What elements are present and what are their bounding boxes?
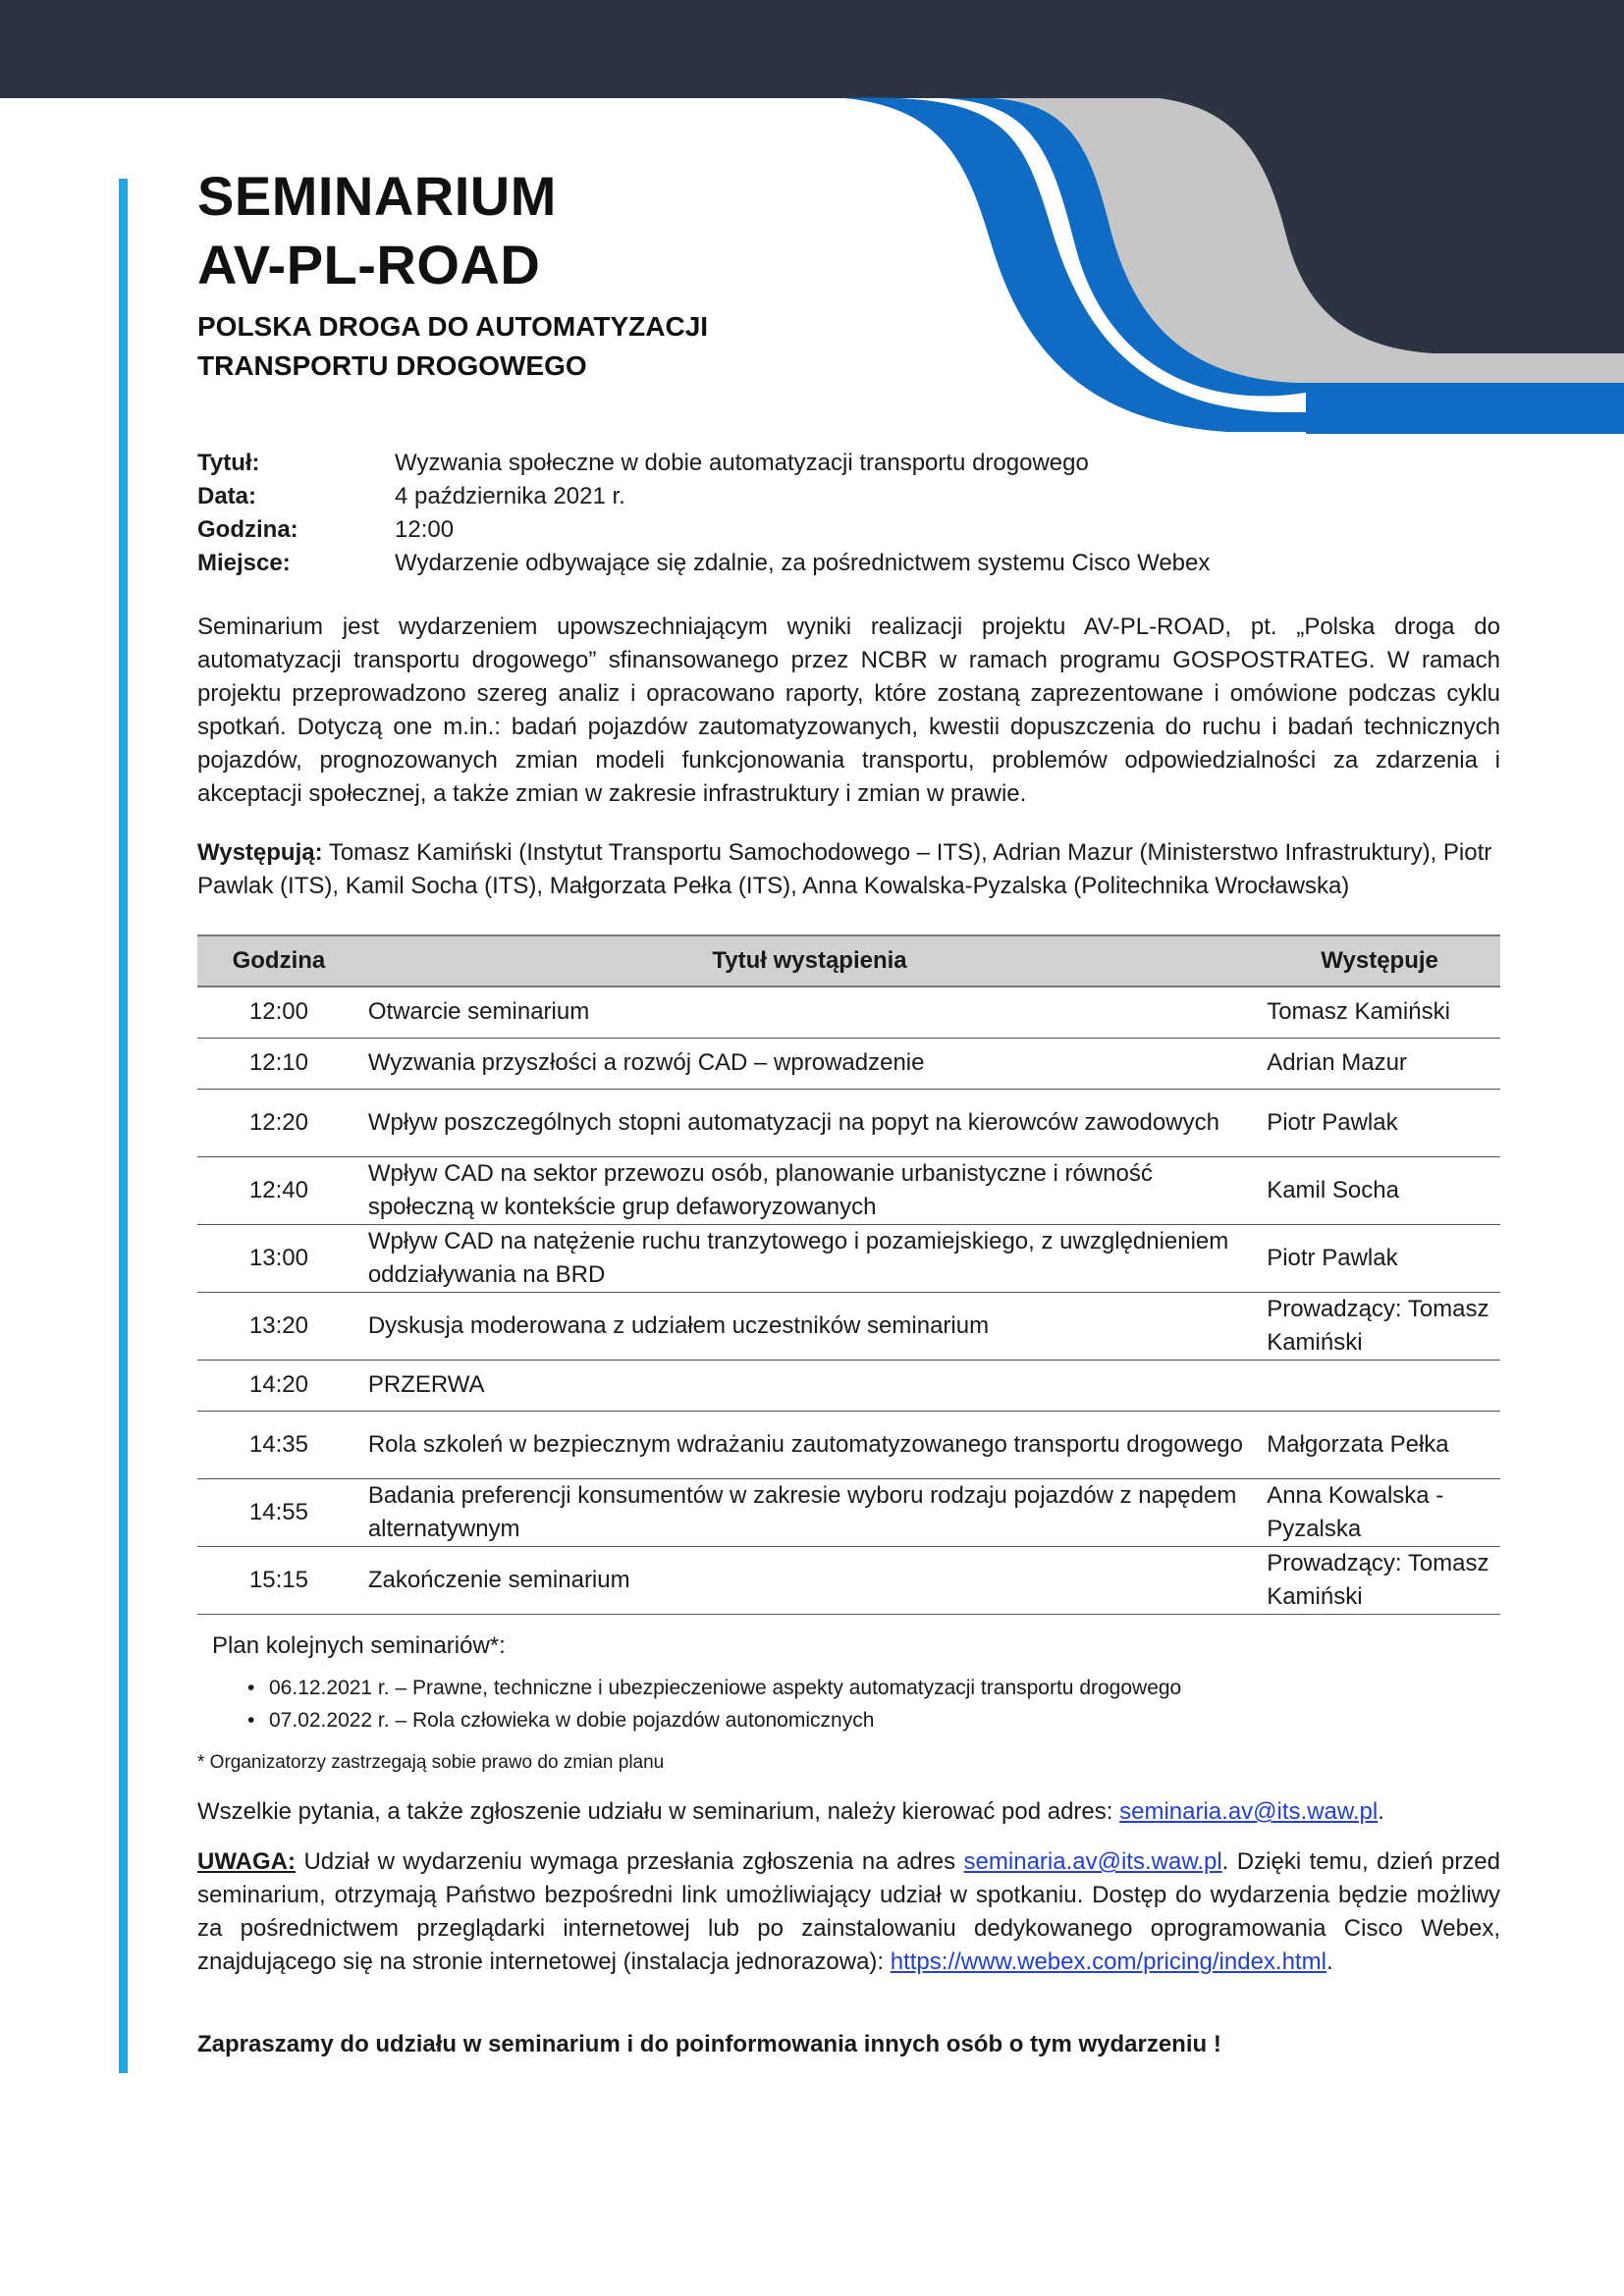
table-row xyxy=(197,1038,1500,1089)
notice-part2: . Dzięki temu, dzień przed seminarium, otrzymają Państwo bezpośredni link umożliwiający udział w spotkaniu. Dostęp do wydarzenia będzie możliwy za pośrednictwem przeglądarki internetowej lub po zainstalowaniu dedykowanego oprogramowania Cisco Webex, znajdującego się na stronie internetowej (instalacja jednorazowa): xyxy=(197,1848,1501,1975)
page-subtitle-line2: TRANSPORTU DROGOWEGO xyxy=(197,350,587,381)
agenda-title: Badania preferencji konsumentów w zakresie wyboru rodzaju pojazdów z napędem alternatywnym xyxy=(360,1478,1259,1546)
notice-part1: Udział w wydarzeniu wymaga przesłania zgłoszenia na adres xyxy=(295,1848,964,1875)
meta-title-label: Tytuł: xyxy=(197,450,260,476)
meta-time-label: Godzina: xyxy=(197,516,298,543)
meta-place-row xyxy=(197,547,1210,580)
notice-paragraph xyxy=(197,1845,1500,1979)
agenda-title: Rola szkoleń w bezpiecznym wdrażaniu zautomatyzowanego transportu drogowego xyxy=(360,1411,1259,1478)
speakers-label: Występują: xyxy=(197,839,323,866)
table-row xyxy=(197,1478,1500,1546)
agenda-header-speaker: Występuje xyxy=(1259,935,1500,987)
agenda-title: Dyskusja moderowana z udziałem uczestników seminarium xyxy=(360,1292,1259,1360)
agenda-title: Otwarcie seminarium xyxy=(360,987,1259,1038)
meta-title-row xyxy=(197,447,1210,480)
intro-paragraph: Seminarium jest wydarzeniem upowszechniającym wyniki realizacji projektu AV-PL-ROAD, pt. „Polska droga do automatyzacji transportu drogowego” sfinansowanego przez NCBR w ramach programu GOSPOSTRATEG. W ramach projektu przeprowadzono szereg analiz i opracowano raporty, które zostaną zaprezentowane i omówione podczas cyklu spotkań. Dotyczą one m.in.: badań pojazdów zautomatyzowanych, kwestii dopuszczenia do ruchu i badań technicznych pojazdów, prognozowanych zmian modeli funkcjonowania transportu, problemów odpowiedzialności za zdarzenia i akceptacji społecznej, a także zmian w zakresie infrastruktury i zmian w prawie. xyxy=(197,614,1500,807)
agenda-time: 13:20 xyxy=(197,1292,360,1360)
table-row xyxy=(197,1411,1500,1478)
agenda-speaker: Tomasz Kamiński xyxy=(1259,987,1500,1038)
contact-section xyxy=(197,1795,1500,1829)
meta-date-label: Data: xyxy=(197,483,257,509)
agenda-speaker: Małgorzata Pełka xyxy=(1259,1411,1500,1478)
event-meta xyxy=(197,447,1210,580)
meta-time-value: 12:00 xyxy=(395,516,455,543)
speakers-section xyxy=(197,836,1500,903)
agenda-title: Wpływ poszczególnych stopni automatyzacji na popyt na kierowców zawodowych xyxy=(360,1089,1259,1156)
speakers-paragraph xyxy=(197,836,1500,903)
agenda-time: 14:20 xyxy=(197,1360,360,1411)
plan-list xyxy=(247,1672,1181,1736)
list-item: • 07.02.2022 r. – Rola człowieka w dobie pojazdów autonomicznych xyxy=(247,1704,1181,1736)
notice-email-link[interactable]: seminaria.av@its.waw.pl xyxy=(963,1848,1222,1875)
agenda-title: Zakończenie seminarium xyxy=(360,1546,1259,1614)
plan-footnote: * Organizatorzy zastrzegają sobie prawo do zmian planu xyxy=(197,1752,665,1773)
notice-label: UWAGA: xyxy=(197,1848,296,1875)
agenda-speaker: Piotr Pawlak xyxy=(1259,1089,1500,1156)
table-row xyxy=(197,1156,1500,1224)
notice-end: . xyxy=(1326,1949,1333,1975)
closing-text: Zapraszamy do udziału w seminarium i do poinformowania innych osób o tym wydarzeniu ! xyxy=(197,2031,1221,2057)
meta-place-value: Wydarzenie odbywające się zdalnie, za pośrednictwem systemu Cisco Webex xyxy=(395,550,1211,576)
closing-section xyxy=(197,2028,1500,2061)
table-row xyxy=(197,1292,1500,1360)
table-row xyxy=(197,987,1500,1038)
agenda-header-title: Tytuł wystąpienia xyxy=(360,935,1259,987)
agenda-time: 12:40 xyxy=(197,1156,360,1224)
notice-section xyxy=(197,1845,1500,1979)
agenda-time: 15:15 xyxy=(197,1546,360,1614)
agenda-time: 12:20 xyxy=(197,1089,360,1156)
agenda-title: Wpływ CAD na sektor przewozu osób, planowanie urbanistyczne i równość społeczną w kontekście grup defaworyzowanych xyxy=(360,1156,1259,1224)
agenda-speaker: Adrian Mazur xyxy=(1259,1038,1500,1089)
meta-date-value: 4 października 2021 r. xyxy=(395,483,625,509)
page-subtitle-line1: POLSKA DROGA DO AUTOMATYZACJI xyxy=(197,311,709,342)
agenda-header-time: Godzina xyxy=(197,935,360,987)
contact-email-link[interactable]: seminaria.av@its.waw.pl xyxy=(1119,1798,1379,1825)
agenda-time: 12:10 xyxy=(197,1038,360,1089)
agenda-speaker: Anna Kowalska -Pyzalska xyxy=(1259,1478,1500,1546)
meta-title-value: Wyzwania społeczne w dobie automatyzacji transportu drogowego xyxy=(395,450,1089,476)
agenda-time: 13:00 xyxy=(197,1224,360,1292)
title-block xyxy=(197,162,1500,386)
page-title-line1: SEMINARIUM xyxy=(197,165,557,227)
agenda-table xyxy=(197,934,1500,1615)
agenda-time: 12:00 xyxy=(197,987,360,1038)
page-title-line2: AV-PL-ROAD xyxy=(197,234,541,295)
agenda-speaker: Piotr Pawlak xyxy=(1259,1224,1500,1292)
contact-end: . xyxy=(1378,1798,1384,1825)
meta-place-label: Miejsce: xyxy=(197,550,291,576)
intro-section xyxy=(197,611,1500,811)
plan-heading: Plan kolejnych seminariów*: xyxy=(212,1632,506,1659)
agenda-speaker: Prowadzący: Tomasz Kamiński xyxy=(1259,1292,1500,1360)
table-row xyxy=(197,1224,1500,1292)
meta-time-row xyxy=(197,513,1210,547)
agenda-time: 14:55 xyxy=(197,1478,360,1546)
agenda-title: PRZERWA xyxy=(360,1360,1259,1411)
agenda-speaker: Kamil Socha xyxy=(1259,1156,1500,1224)
contact-paragraph xyxy=(197,1795,1500,1829)
list-item: • 06.12.2021 r. – Prawne, techniczne i ubezpieczeniowe aspekty automatyzacji transportu drogowego xyxy=(247,1672,1181,1704)
table-row xyxy=(197,1089,1500,1156)
side-accent-bar xyxy=(119,179,128,2073)
webex-url-link[interactable]: https://www.webex.com/pricing/index.html xyxy=(890,1949,1326,1975)
agenda-header-row xyxy=(197,935,1500,987)
agenda-title: Wyzwania przyszłości a rozwój CAD – wprowadzenie xyxy=(360,1038,1259,1089)
contact-text: Wszelkie pytania, a także zgłoszenie udziału w seminarium, należy kierować pod adres: xyxy=(197,1798,1120,1825)
agenda-speaker xyxy=(1259,1360,1500,1411)
agenda-title: Wpływ CAD na natężenie ruchu tranzytowego i pozamiejskiego, z uwzględnieniem oddziaływania na BRD xyxy=(360,1224,1259,1292)
agenda-speaker: Prowadzący: Tomasz Kamiński xyxy=(1259,1546,1500,1614)
agenda-time: 14:35 xyxy=(197,1411,360,1478)
speakers-text: Tomasz Kamiński (Instytut Transportu Samochodowego – ITS), Adrian Mazur (Ministerstwo Infrastruktury), Piotr Pawlak (ITS), Kamil Socha (ITS), Małgorzata Pełka (ITS), Anna Kowalska-Pyzalska (Politechnika Wrocławska) xyxy=(197,839,1492,899)
table-row xyxy=(197,1546,1500,1614)
meta-date-row xyxy=(197,480,1210,513)
table-row xyxy=(197,1360,1500,1411)
